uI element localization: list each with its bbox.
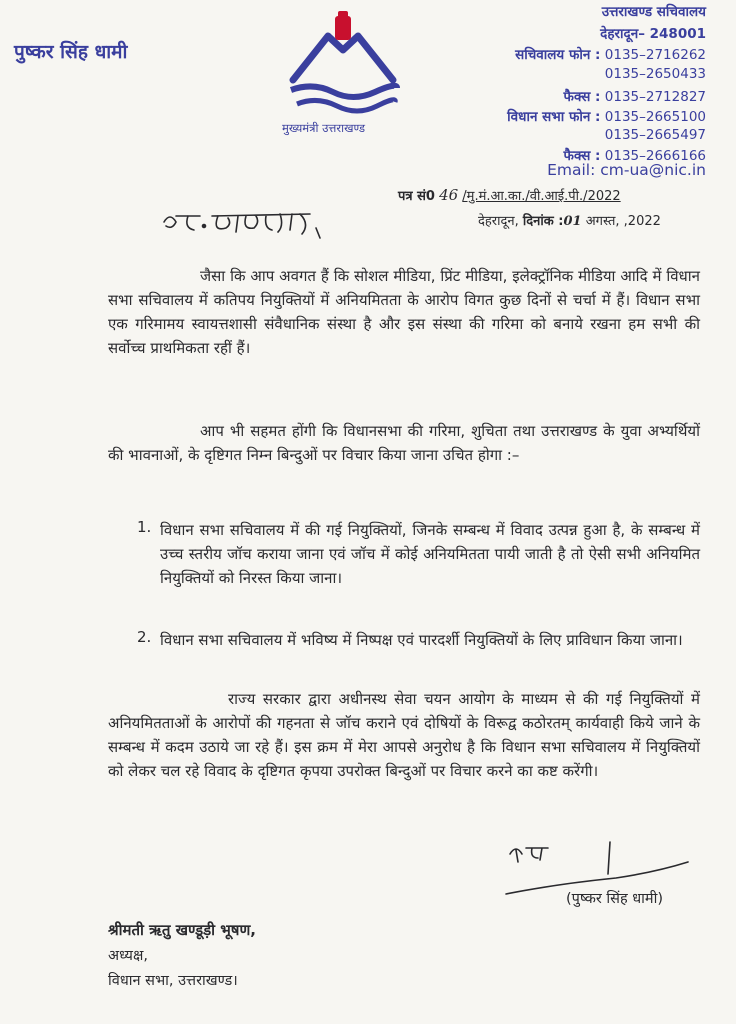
assembly-phone-row: विधान सभा फोन : 0135–2665100 (507, 109, 706, 125)
emblem-caption: मुख्यमंत्री उत्तराखण्ड (282, 121, 366, 135)
recipient-designation: अध्यक्ष, (108, 948, 148, 964)
address-line-2: देहरादून– 248001 (600, 26, 706, 42)
point-2-number: 2. (137, 628, 152, 646)
paragraph-3: राज्य सरकार द्वारा अधीनस्थ सेवा चयन आयोग के माध्यम से की गई नियुक्तियों में अनियमितताओं के आरोपों की गहनता से जॉच कराने एवं दोषियों के विरूद्व कठोरतम् कार्यवाही किये जाने के सम्बन्ध में कदम उठाये जा रहे हैं। इस क्रम में मेरा आपसे अनुरोध है कि विधान सभा सचिवालय में नियुक्तियों को लेकर चल रहे विवाद के दृष्टिगत कृपया उपरोक्त बिन्दुओं पर विचार करने का कष्ट करेंगी। (108, 690, 700, 780)
address-line-1: उत्तराखण्ड सचिवालय (601, 4, 706, 20)
signer-name: (पुष्कर सिंह धामी) (566, 891, 664, 907)
secretariat-phone-2: 0135–2650433 (604, 66, 706, 82)
handwritten-salutation (160, 204, 330, 244)
recipient-office: विधान सभा, उत्तराखण्ड। (108, 973, 238, 989)
point-1-text: विधान सभा सचिवालय में की गई नियुक्तियों, जिनके सम्बन्ध में विवाद उत्पन्न हुआ है, के सम्बन्ध में उच्च स्तरीय जॉच कराया जाना एवं जॉच में कोई अनियमितता पायी जाती है तो ऐसी सभी अनियमित नियुक्तियों को निरस्त किया जाना। (160, 521, 700, 587)
point-1-number: 1. (137, 518, 152, 536)
paragraph-1: जैसा कि आप अवगत हैं कि सोशल मीडिया, प्रिंट मीडिया, इलेक्ट्रॉनिक मीडिया आदि में विधान सभा सचिवालय में कतिपय नियुक्तियों में अनियमितता के आरोप विगत कुछ दिनों से चर्चा में हैं। विधान सभा एक गरिमामय स्वायत्तशासी संवैधानिक संस्था है और इस संस्था की गरिमा को बनाये रखना हम सभी की सर्वोच्च प्राथमिकता रहीं हैं। (108, 267, 700, 357)
assembly-phone-2: 0135–2665497 (604, 127, 706, 143)
sender-name: पुष्कर सिंह धामी (14, 41, 128, 63)
fax-row-2: फैक्स : 0135–2666166 (563, 148, 706, 164)
secretariat-phone-row: सचिवालय फोन : 0135–2716262 (515, 47, 706, 63)
email: Email: cm-ua@nic.in (547, 161, 706, 179)
paragraph-2: आप भी सहमत होंगी कि विधानसभा की गरिमा, शुचिता तथा उत्तराखण्ड के युवा अभ्यर्थियों की भावनाओं, के दृष्टिगत निम्न बिन्दुओं पर विचार किया जाना उचित होगा :– (108, 422, 700, 464)
point-2-text: विधान सभा सचिवालय में भविष्य में निष्पक्ष एवं पारदर्शी नियुक्तियों के लिए प्राविधान किया जाना। (160, 631, 683, 649)
recipient-name: श्रीमती ऋतु खण्डूड़ी भूषण, (108, 921, 257, 939)
fax-row-1: फैक्स : 0135–2712827 (563, 89, 706, 105)
uttarakhand-emblem-icon (283, 8, 403, 120)
letter-date: देहरादून, दिनांक :01 अगस्त, ,2022 (478, 214, 661, 229)
reference-number: पत्र सं0 46 /मु.मं.आ.का./वी.आई.पी./2022 (398, 186, 621, 204)
